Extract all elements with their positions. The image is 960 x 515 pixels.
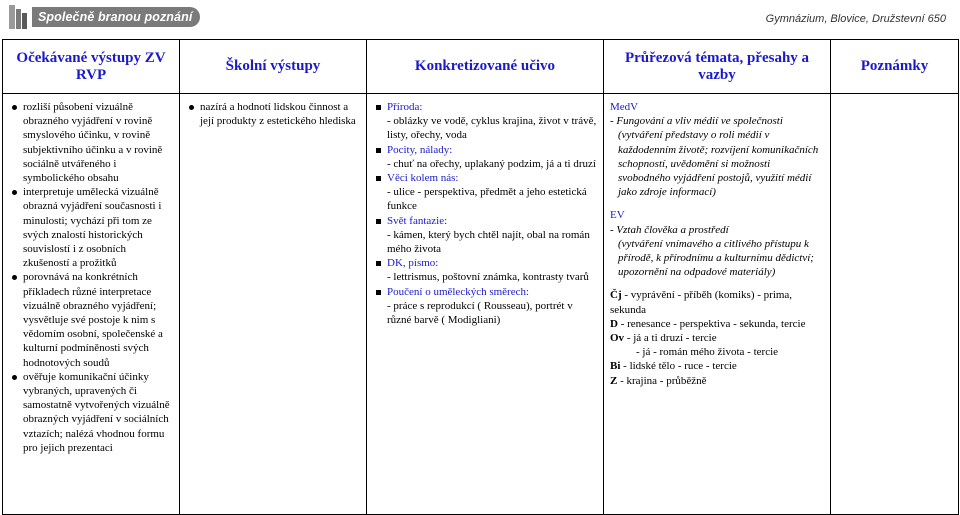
topic-text: - oblázky ve vodě, cyklus krajina, život v trávě, listy, ořechy, voda xyxy=(387,115,597,142)
link-code: Bi xyxy=(610,360,621,373)
topic-item xyxy=(387,214,597,257)
list-item: rozliší působení vizuálně obrazného vyjádření v rovině smyslového účinku, v rovině subjektivního účinku a v rovině sociálně utvářeného i symbolického obsahu xyxy=(23,100,173,185)
medv-line: - Fungování a vliv médií ve společnosti xyxy=(610,115,783,128)
table-header-row xyxy=(3,40,959,94)
link-item xyxy=(610,359,824,373)
link-text: - já - román mého života - tercie xyxy=(636,346,779,359)
link-text: - vyprávění - příběh (komiks) - prima, sekunda xyxy=(610,289,793,316)
list-item: porovnává na konkrétních příkladech různé interpretace vizuálně obrazného vyjádření; vysvětluje své postoje k nim s vědomím osobní, společenské a kulturní podmíněnosti svých hodnotových soudů xyxy=(23,270,173,369)
cross-topics-cell xyxy=(604,94,831,515)
logo-icon xyxy=(8,4,28,30)
link-item xyxy=(610,317,824,331)
column-header: Očekávané výstupy ZV RVP xyxy=(3,40,180,94)
column-header: Poznámky xyxy=(831,40,959,94)
link-code: Čj xyxy=(610,289,622,302)
topic-text: - ulice - perspektiva, předmět a jeho estetická funkce xyxy=(387,186,587,213)
column-header: Průřezová témata, přesahy a vazby xyxy=(604,40,831,94)
notes-cell xyxy=(831,94,959,515)
column-header: Školní výstupy xyxy=(180,40,367,94)
link-item xyxy=(610,345,824,359)
topic-title: DK, písmo: xyxy=(387,257,439,270)
page-header xyxy=(0,0,960,38)
topic-item xyxy=(387,143,597,171)
link-text: - krajina - průběžně xyxy=(620,374,707,387)
curriculum-cell xyxy=(367,94,604,515)
link-code: Z xyxy=(610,374,618,387)
topic-item xyxy=(387,171,597,214)
medv-title: MedV xyxy=(610,101,639,113)
link-code: D xyxy=(610,317,618,330)
table-row xyxy=(3,94,959,515)
topic-item xyxy=(387,285,597,328)
topic-text: - práce s reprodukcí ( Rousseau), portrét v různé barvě ( Modigliani) xyxy=(387,299,573,327)
school-name: Gymnázium, Blovice, Družstevní 650 xyxy=(765,13,946,25)
topic-title: Svět fantazie: xyxy=(387,214,448,227)
school-outputs-cell xyxy=(180,94,367,515)
ev-title: EV xyxy=(610,209,625,222)
topic-title: Poučení o uměleckých směrech: xyxy=(387,285,530,298)
link-item xyxy=(610,374,824,388)
list-item: ověřuje komunikační účinky vybraných, upravených či samostatně vytvořených vizuálně obrazných vyjádření v sociálních vztazích; nalézá vhodnou formu pro jejich prezentaci xyxy=(23,370,173,455)
topic-title: Pocity, nálady: xyxy=(387,143,453,156)
list-item: nazírá a hodnotí lidskou činnost a její produkty z estetického hlediska xyxy=(200,100,360,128)
list-item: interpretuje umělecká vizuálně obrazná vyjádření současnosti i minulosti; vychází při tom ze svých znalostí historických souvislostí i z osobních zkušeností a prožitků xyxy=(23,185,173,270)
topic-text: - chuť na ořechy, uplakaný podzim, já a ti druzí xyxy=(387,157,596,170)
column-header: Konkretizované učivo xyxy=(367,40,604,94)
topic-item xyxy=(387,256,597,284)
topic-text: - kámen, který bych chtěl najít, obal na román mého života xyxy=(387,228,590,256)
logo-text: Společně branou poznání xyxy=(32,7,200,27)
link-item xyxy=(610,288,824,316)
link-text: - renesance - perspektiva - sekunda, tercie xyxy=(620,317,806,330)
link-item xyxy=(610,331,824,345)
logo xyxy=(8,3,288,31)
topic-item xyxy=(387,100,597,143)
topic-title: Příroda: xyxy=(387,101,423,113)
curriculum-table xyxy=(2,39,959,515)
link-text: - já a ti druzí - tercie xyxy=(626,332,717,345)
link-code: Ov xyxy=(610,332,625,345)
topic-title: Věci kolem nás: xyxy=(387,172,459,185)
link-text: - lidské tělo - ruce - tercie xyxy=(623,360,737,373)
expected-outputs-cell xyxy=(3,94,180,515)
medv-line: (vytváření představy o roli médií v každodenním životě; rozvíjení komunikačních schopností, uvědomění si možnosti svobodného vyjádření postojů, využití médií jako zdroje informací) xyxy=(618,129,819,199)
ev-line: - Vztah člověka a prostředí xyxy=(610,223,729,236)
topic-text: - lettrismus, poštovní známka, kontrasty tvarů xyxy=(387,271,589,284)
ev-line: (vytváření vnímavého a citlivého přístupu k přírodě, k přírodnímu a kulturnímu dědictví; upozornění na odpadové materiály) xyxy=(618,237,814,279)
